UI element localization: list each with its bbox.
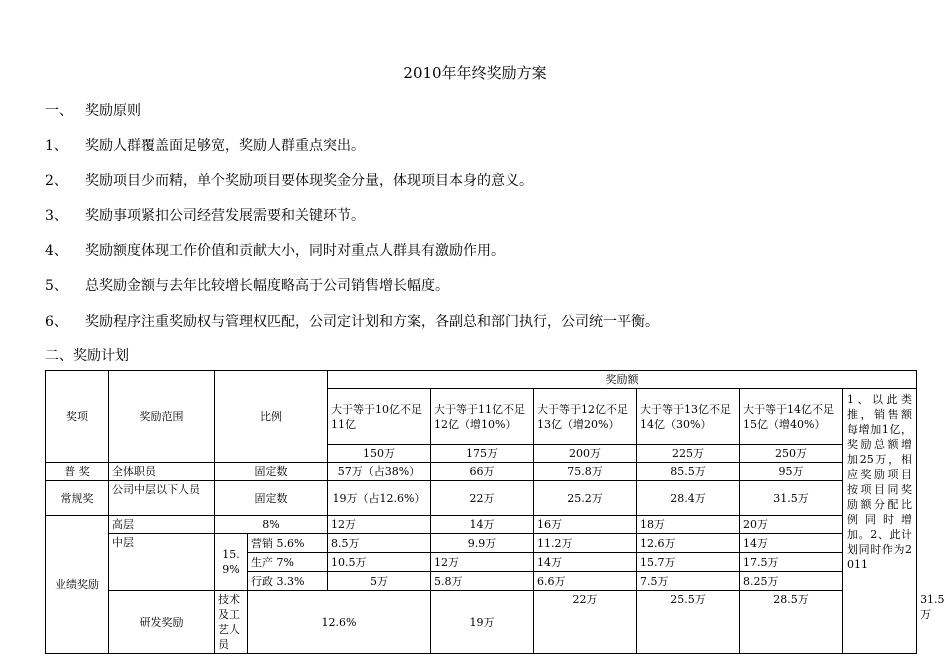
- header-ratio: 比例: [215, 371, 328, 463]
- total-cell: 225万: [637, 445, 740, 463]
- header-amount: 奖励额: [328, 371, 917, 389]
- row-scope: 技术及工艺人员: [215, 591, 248, 654]
- value-cell: 25.5万: [637, 591, 740, 654]
- row-ratio: 固定数: [215, 463, 328, 481]
- value-cell: 5万: [328, 572, 431, 591]
- section-1-heading: [45, 100, 141, 120]
- section-title: 奖励原则: [85, 103, 141, 119]
- row-item: 业绩奖励: [46, 516, 109, 654]
- value-cell: 12.6万: [637, 534, 740, 553]
- row-subratio: 生产 7%: [248, 553, 328, 572]
- value-cell: 57万（占38%）: [328, 463, 431, 481]
- bracket-cell: 大于等于12亿不足13亿（增20%）: [534, 389, 637, 445]
- row-item: 常规奖: [46, 481, 109, 516]
- value-cell: 25.2万: [534, 481, 637, 516]
- value-cell: 5.8万: [431, 572, 534, 591]
- bracket-cell: 大于等于10亿不足11亿: [328, 389, 431, 445]
- row-scope: 高层: [109, 516, 215, 534]
- value-cell: 14万: [534, 553, 637, 572]
- table-row: [46, 534, 917, 553]
- value-cell: 22万: [534, 591, 637, 654]
- value-cell: 75.8万: [534, 463, 637, 481]
- value-cell: 14万: [740, 534, 843, 553]
- value-cell: 31.5万: [740, 481, 843, 516]
- principle-6: [45, 311, 659, 331]
- principle-5: [45, 275, 449, 295]
- total-cell: 250万: [740, 445, 843, 463]
- row-ratio: 固定数: [215, 481, 328, 516]
- section-number: 一、: [45, 103, 73, 119]
- bracket-cell: 大于等于14亿不足15亿（增40%）: [740, 389, 843, 445]
- table-row: [46, 516, 917, 534]
- principle-text: 奖励事项紧扣公司经营发展需要和关键环节。: [85, 208, 365, 224]
- row-scope: 公司中层以下人员: [109, 481, 215, 516]
- principle-text: 总奖励金额与去年比较增长幅度略高于公司销售增长幅度。: [85, 278, 449, 294]
- row-subratio: 营销 5.6%: [248, 534, 328, 553]
- row-scope: 全体职员: [109, 463, 215, 481]
- principle-text: 奖励额度体现工作价值和贡献大小，同时对重点人群具有激励作用。: [85, 243, 505, 259]
- principle-number: 6、: [45, 314, 68, 330]
- row-item: 研发奖励: [109, 591, 215, 654]
- value-cell: 14万: [431, 516, 534, 534]
- value-cell: 12万: [431, 553, 534, 572]
- principle-text: 奖励项目少而精，单个奖励项目要体现奖金分量，体现项目本身的意义。: [85, 173, 533, 189]
- value-cell: 12万: [328, 516, 431, 534]
- table-row: [46, 481, 917, 516]
- value-cell: 28.5万: [740, 591, 843, 654]
- value-cell: 6.6万: [534, 572, 637, 591]
- value-cell: 11.2万: [534, 534, 637, 553]
- value-cell: 66万: [431, 463, 534, 481]
- row-subratio: 行政 3.3%: [248, 572, 328, 591]
- principle-number: 1、: [45, 138, 68, 154]
- reward-plan-table: [45, 370, 945, 654]
- header-scope: 奖励范围: [109, 371, 215, 463]
- value-cell: 7.5万: [637, 572, 740, 591]
- value-cell: 20万: [740, 516, 843, 534]
- principle-4: [45, 240, 505, 260]
- value-cell: 95万: [740, 463, 843, 481]
- table-note: 1、以此类推，销售额每增加1亿，奖励总额增加25万，相应奖励项目按项目同奖励额分配比例同时增加。2、此计划同时作为2011: [843, 389, 917, 654]
- table-row: 研发奖励 技术及工艺人员 12.6% 19万 22万 25.5万 28.5万 31.5万: [46, 591, 917, 654]
- row-scope: 中层: [109, 534, 215, 591]
- principle-text: 奖励程序注重奖励权与管理权匹配，公司定计划和方案，各副总和部门执行，公司统一平衡。: [85, 314, 659, 330]
- value-cell: 8.5万: [328, 534, 431, 553]
- section-2-heading: 二、奖励计划: [45, 348, 129, 364]
- bracket-cell: 大于等于11亿不足12亿（增10%）: [431, 389, 534, 445]
- table-row: [46, 463, 917, 481]
- header-item: 奖项: [46, 371, 109, 463]
- value-cell: 9.9万: [431, 534, 534, 553]
- row-ratio: 15.9%: [215, 534, 248, 591]
- principle-text: 奖励人群覆盖面足够宽，奖励人群重点突出。: [85, 138, 365, 154]
- value-cell: 85.5万: [637, 463, 740, 481]
- bracket-cell: 大于等于13亿不足14亿（30%）: [637, 389, 740, 445]
- total-cell: 150万: [328, 445, 431, 463]
- document-title: 2010年年终奖励方案: [403, 64, 547, 82]
- principle-number: 4、: [45, 243, 68, 259]
- value-cell: 22万: [431, 481, 534, 516]
- value-cell: 10.5万: [328, 553, 431, 572]
- principle-1: [45, 135, 365, 155]
- value-cell: 15.7万: [637, 553, 740, 572]
- principle-3: [45, 205, 365, 225]
- principle-number: 5、: [45, 278, 68, 294]
- value-cell: 16万: [534, 516, 637, 534]
- table-header-row: [46, 371, 917, 389]
- total-cell: 200万: [534, 445, 637, 463]
- value-cell: 28.4万: [637, 481, 740, 516]
- principle-2: [45, 170, 533, 190]
- principle-number: 2、: [45, 173, 68, 189]
- value-cell: 17.5万: [740, 553, 843, 572]
- principle-number: 3、: [45, 208, 68, 224]
- row-ratio: 8%: [215, 516, 328, 534]
- value-cell: 18万: [637, 516, 740, 534]
- value-cell: 8.25万: [740, 572, 843, 591]
- value-cell: 19万（占12.6%）: [328, 481, 431, 516]
- value-cell: 19万: [431, 591, 534, 654]
- row-item: 普 奖: [46, 463, 109, 481]
- row-ratio: 12.6%: [248, 591, 431, 654]
- total-cell: 175万: [431, 445, 534, 463]
